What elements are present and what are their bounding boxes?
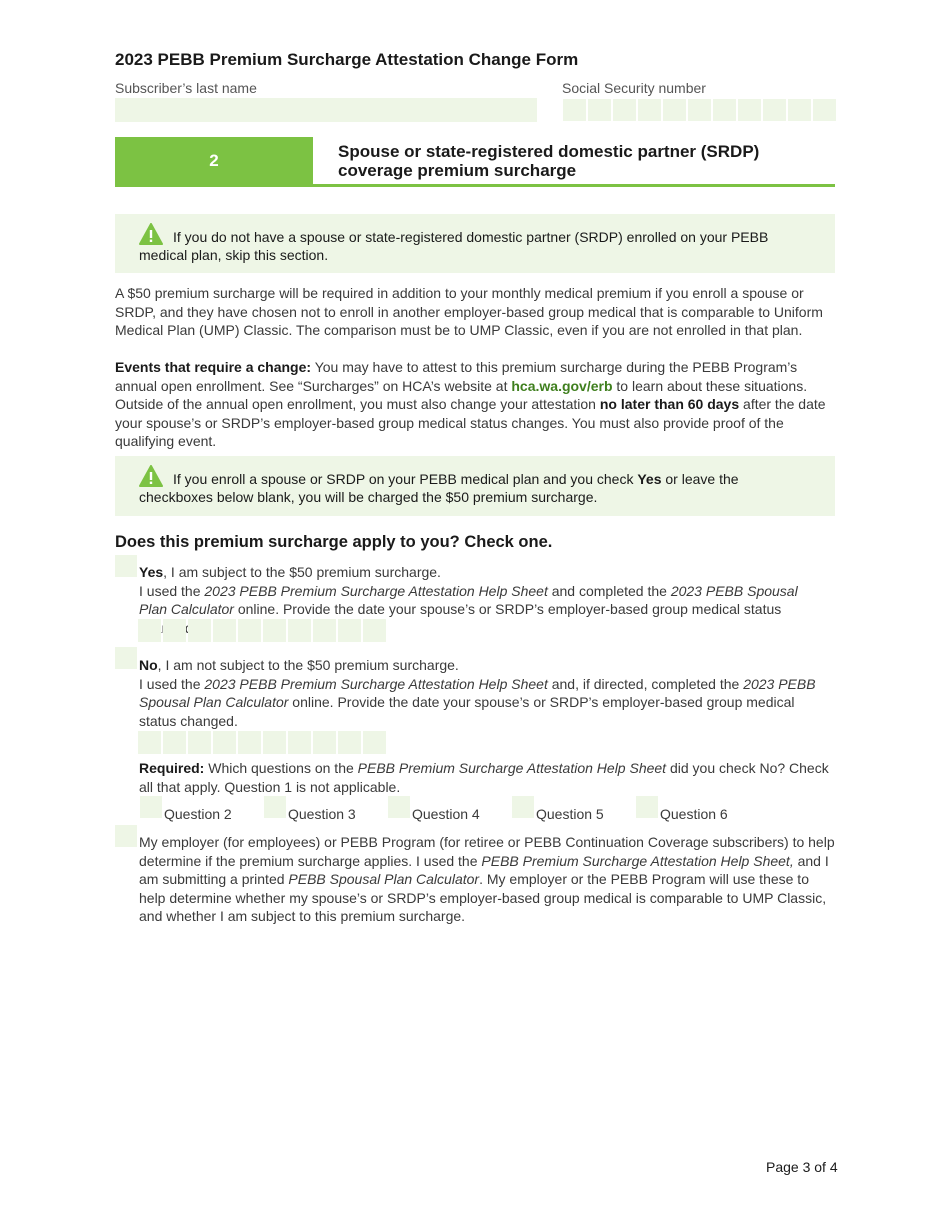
question-4-checkbox[interactable] [388,796,410,818]
date-digit-box[interactable] [288,619,311,642]
section-number: 2 [115,137,313,187]
events-heading: Events that require a change: [115,359,312,375]
ssn-digit-box[interactable] [763,99,786,121]
section-rule [313,184,835,187]
notice-yes-bold: Yes [637,471,662,487]
notice-skip-section [115,214,835,273]
question-heading: Does this premium surcharge apply to you? Check one. [115,533,553,551]
ssn-digit-box[interactable] [738,99,761,121]
ssn-label: Social Security number [562,80,706,96]
employer-review-checkbox[interactable] [115,825,137,847]
no-option-text [139,656,819,730]
events-text: You may have to attest to this premium surcharge during the PEBB Program’s annual open enrollment. See “Surcharges” on HCA’s website at [115,359,798,394]
date-digit-box[interactable] [188,731,211,754]
date-digit-box[interactable] [363,731,386,754]
date-digit-box[interactable] [163,619,186,642]
section-title: Spouse or state-registered domestic partner (SRDP) coverage premium surcharge [338,142,760,180]
page-number: Page 3 of 4 [766,1159,838,1175]
no-checkbox[interactable] [115,647,137,669]
date-digit-box[interactable] [188,619,211,642]
ssn-digit-box[interactable] [613,99,636,121]
date-digit-box[interactable] [213,731,236,754]
employer-italic: PEBB Spousal Plan Calculator [288,871,480,887]
yes-line: , I am subject to the $50 premium surcharge. [163,564,441,580]
required-label: Required: [139,760,205,776]
date-digit-box[interactable] [263,619,286,642]
date-digit-box[interactable] [338,619,361,642]
events-text: to learn about these situations. Outside of the annual open enrollment, you must also change your attestation [115,377,808,412]
ssn-digit-box[interactable] [638,99,661,121]
question-2-checkbox[interactable] [140,796,162,818]
notice-text-part: If you enroll a spouse or SRDP on your PEBB medical plan and you check [173,471,638,487]
yes-detail-italic: 2023 PEBB Spousal Plan Calculator [139,582,798,617]
events-text: after the date your spouse’s or SRDP’s employer-based group medical status changes. You must also provide proof of the qualifying event. [115,396,826,449]
question-5-checkbox[interactable] [512,796,534,818]
employer-text: . My employer or the PEBB Program will use these to help determine whether my spouse’s or SRDP’s employer-based group medical is comparable to UMP Classic, and whether I am subject to this premium surcharge. [139,871,827,924]
hca-website-link[interactable]: hca.wa.gov/erb [511,377,613,394]
yes-detail: I used the [139,582,205,599]
date-digit-box[interactable] [263,731,286,754]
notice-surcharge [115,456,835,516]
date-digit-box[interactable] [163,731,186,754]
notice-skip-text: If you do not have a spouse or state-registered domestic partner (SRDP) enrolled on your PEBB medical plan, skip this section. [139,229,769,263]
employer-text: My employer (for employees) or PEBB Program (for retiree or PEBB Continuation Coverage subscribers) to help determine if the premium surcharge applies. I used the [139,834,835,869]
date-digit-box[interactable] [213,619,236,642]
ssn-digit-box[interactable] [563,99,586,121]
required-text: did you check No? Check all that apply. Question 1 is not applicable. [139,760,829,795]
required-paragraph [139,759,835,796]
question-3-label: Question 3 [288,806,356,822]
intro-paragraph: A $50 premium surcharge will be required in addition to your monthly medical premium if you enroll a spouse or SRDP, and they have chosen not to enroll in another employer-based group medical that is comparable to Uniform Medical Plan (UMP) Classic. The comparison must be to UMP Classic, even if you are not enrolled in that plan. [115,285,823,338]
date-digit-box[interactable] [313,731,336,754]
date-digit-box[interactable] [138,731,161,754]
yes-detail: and completed the [547,582,671,599]
no-detail: online. Provide the date your spouse’s or SRDP’s employer-based group medical status changed. [139,694,795,729]
no-detail: and, if directed, completed the [547,675,744,692]
required-text: Which questions on the [204,760,358,776]
yes-detail: online. Provide the date your spouse’s or SRDP’s employer-based group medical status [237,601,782,617]
yes-detail-italic: 2023 PEBB Premium Surcharge Attestation Help Sheet [204,582,548,599]
question-6-checkbox[interactable] [636,796,658,818]
ssn-digit-box[interactable] [663,99,686,121]
employer-review-text [139,833,837,926]
question-6-label: Question 6 [660,806,728,822]
date-digit-box[interactable] [238,619,261,642]
form-title: 2023 PEBB Premium Surcharge Attestation Change Form [115,50,579,69]
date-digit-box[interactable] [138,619,161,642]
no-detail: I used the [139,675,205,692]
no-detail-italic: 2023 PEBB Spousal Plan Calculator [139,675,816,710]
ssn-digit-box[interactable] [588,99,611,121]
ssn-digit-box[interactable] [813,99,836,121]
yes-date-field[interactable] [138,619,388,642]
date-digit-box[interactable] [363,619,386,642]
ssn-field[interactable] [563,99,835,121]
yes-checkbox[interactable] [115,555,137,577]
date-digit-box[interactable] [288,731,311,754]
ssn-digit-box[interactable] [788,99,811,121]
question-2-label: Question 2 [164,806,232,822]
no-date-field[interactable] [138,731,388,754]
events-paragraph [115,358,827,451]
no-label: No [139,657,158,673]
question-5-label: Question 5 [536,806,604,822]
question-4-label: Question 4 [412,806,480,822]
notice-surcharge-text [139,470,815,506]
events-deadline: no later than 60 days [599,396,740,412]
question-3-checkbox[interactable] [264,796,286,818]
yes-label: Yes [139,564,164,580]
last-name-field[interactable] [115,98,537,122]
required-italic: PEBB Premium Surcharge Attestation Help Sheet [357,760,667,776]
no-detail-italic: 2023 PEBB Premium Surcharge Attestation Help Sheet [204,675,548,692]
ssn-digit-box[interactable] [688,99,711,121]
employer-text: and I am submitting a printed [139,852,829,887]
notice-text-part: or leave the checkboxes below blank, you will be charged the $50 premium surcharge. [139,471,739,505]
last-name-label: Subscriber’s last name [115,80,257,96]
employer-italic: PEBB Premium Surcharge Attestation Help Sheet, [481,852,794,869]
ssn-digit-box[interactable] [713,99,736,121]
date-digit-box[interactable] [313,619,336,642]
no-line: , I am not subject to the $50 premium surcharge. [157,657,459,673]
date-digit-box[interactable] [238,731,261,754]
date-digit-box[interactable] [338,731,361,754]
